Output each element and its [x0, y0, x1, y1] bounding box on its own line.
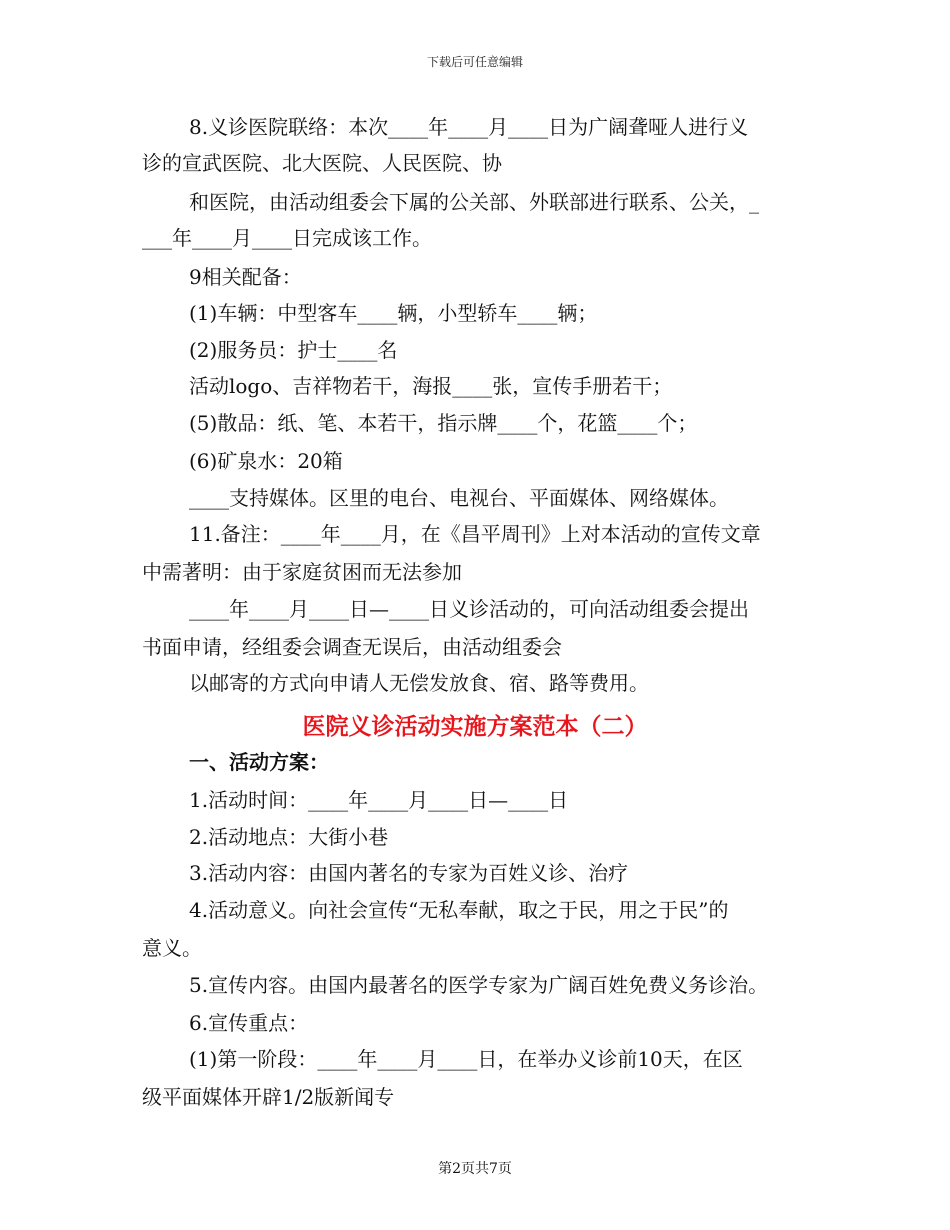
paragraph-line: 11.备注：____年____月，在《昌平周刊》上对本活动的宣传文章 — [189, 522, 761, 546]
paragraph-line: 4.活动意义。向社会宣传“无私奉献，取之于民，用之于民”的 — [189, 898, 729, 922]
paragraph-line: ____支持媒体。区里的电台、电视台、平面媒体、网络媒体。 — [189, 486, 729, 510]
page-number: 第2页共7页 — [438, 1161, 512, 1177]
paragraph-line: 6.宣传重点： — [189, 1011, 309, 1035]
paragraph-line: (6)矿泉水：20箱 — [189, 449, 343, 473]
paragraph-line: (1)第一阶段：____年____月____日，在举办义诊前10天，在区 — [189, 1047, 743, 1071]
paragraph-line: (1)车辆：中型客车____辆，小型轿车____辆； — [189, 301, 598, 325]
paragraph-line: ___年____月____日完成该工作。 — [142, 226, 432, 250]
paragraph-line: 3.活动内容：由国内著名的专家为百姓义诊、治疗 — [189, 861, 629, 885]
paragraph-line: 诊的宣武医院、北大医院、人民医院、协 — [142, 151, 502, 175]
paragraph-line: 5.宣传内容。由国内最著名的医学专家为广阔百姓免费义务诊治。 — [189, 973, 769, 997]
paragraph-line: ____年____月____日—____日义诊活动的，可向活动组委会提出 — [189, 597, 749, 621]
section-heading: 一、活动方案： — [189, 750, 329, 774]
paragraph-line: 级平面媒体开辟1/2版新闻专 — [142, 1085, 395, 1109]
paragraph-line: 书面申请，经组委会调查无误后，由活动组委会 — [142, 635, 562, 659]
paragraph-line: 9相关配备： — [189, 265, 302, 289]
paragraph-line: 8.义诊医院联络：本次____年____月____日为广阔聋哑人进行义 — [189, 115, 749, 139]
paragraph-line: 中需著明：由于家庭贫困而无法参加 — [142, 560, 462, 584]
paragraph-line: 活动logo、吉祥物若干，海报____张，宣传手册若干； — [189, 374, 673, 398]
paragraph-line: 2.活动地点：大街小巷 — [189, 825, 389, 849]
paragraph-line: 和医院，由活动组委会下属的公关部、外联部进行联系、公关，_ — [189, 190, 759, 214]
paragraph-line: 1.活动时间：____年____月____日—____日 — [189, 788, 569, 812]
paragraph-line: 意义。 — [142, 936, 202, 960]
section-title: 医院义诊活动实施方案范本（二） — [302, 713, 648, 740]
paragraph-line: 以邮寄的方式向申请人无偿发放食、宿、路等费用。 — [189, 671, 649, 695]
page-header: 下载后可任意编辑 — [426, 55, 523, 69]
paragraph-line: (5)散品：纸、笔、本若干，指示牌____个，花篮____个； — [189, 411, 698, 435]
paragraph-line: (2)服务员：护士____名 — [189, 338, 398, 362]
